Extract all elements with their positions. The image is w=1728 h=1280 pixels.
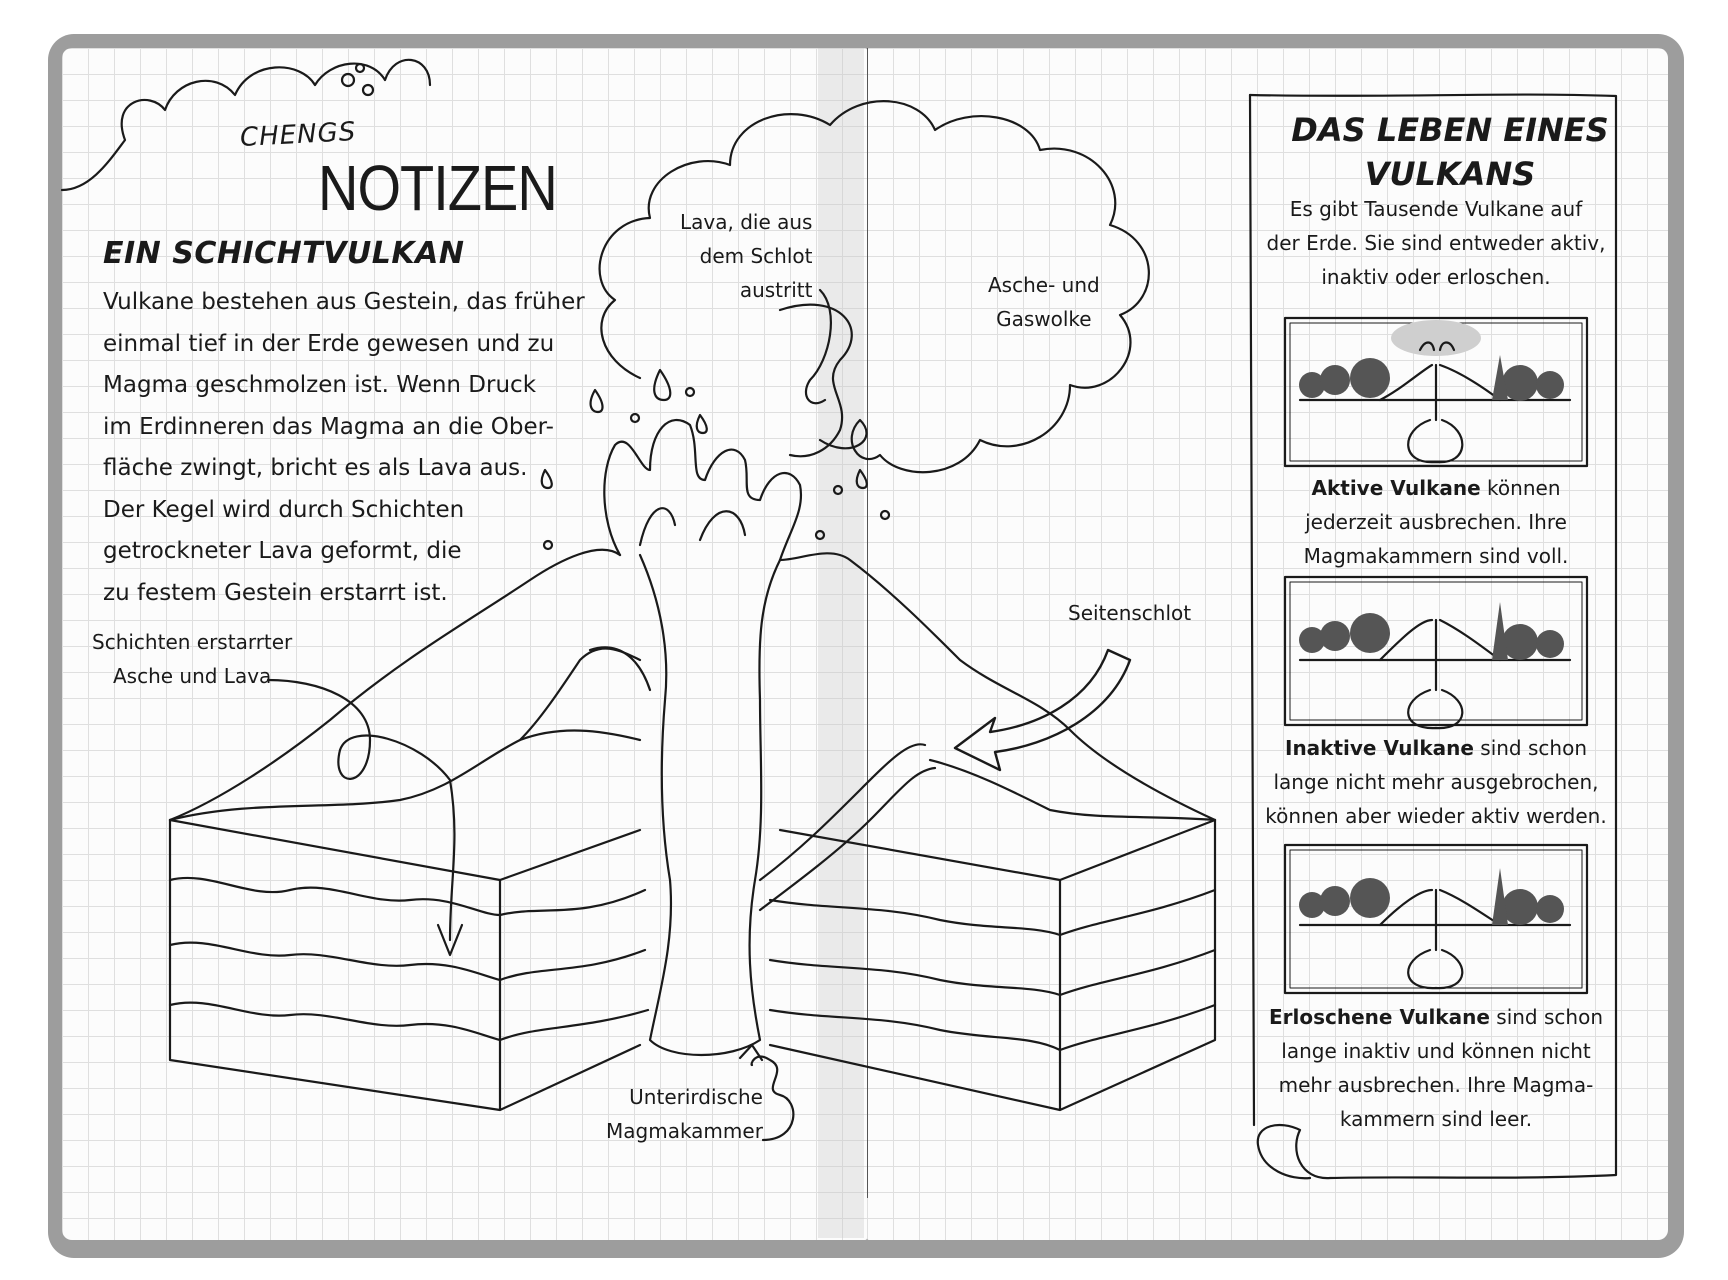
- cone-layer: [590, 647, 650, 690]
- sidebar-intro: [1236, 192, 1636, 294]
- side-vent-arrow: [955, 650, 1130, 770]
- lava-drop: [654, 370, 670, 400]
- main-vent: [640, 555, 780, 1055]
- rock-layer: [770, 900, 1060, 935]
- label-line: Lava, die aus: [680, 210, 813, 234]
- caption-line: lange inaktiv und können nicht: [1281, 1039, 1591, 1063]
- caption-rest: sind schon: [1489, 1005, 1603, 1029]
- cone-layer: [520, 648, 640, 740]
- notes-title: NOTIZEN: [318, 151, 557, 224]
- cloud-label: [988, 268, 1100, 336]
- label-line: Unterirdische: [629, 1085, 763, 1109]
- rock-layer: [1060, 890, 1215, 935]
- intro-paragraph: [103, 282, 585, 614]
- label-line: Asche- und: [988, 273, 1100, 297]
- rock-layer: [500, 950, 645, 980]
- caption-line: kammern sind leer.: [1339, 1107, 1533, 1131]
- lava-pointer: [780, 305, 852, 457]
- paragraph-line: zu festem Gestein erstarrt ist.: [103, 579, 448, 606]
- paragraph-line: getrockneter Lava geformt, die: [103, 538, 462, 564]
- inactive-volcano-caption: [1236, 731, 1636, 833]
- rock-layer: [1060, 1005, 1215, 1050]
- intro-line: der Erde. Sie sind entweder aktiv,: [1266, 231, 1606, 255]
- section-heading: EIN SCHICHTVULKAN: [103, 236, 465, 271]
- chamber-label: [606, 1080, 763, 1148]
- header-bubble: [342, 74, 354, 86]
- lava-drop: [881, 511, 889, 519]
- left-block-edge: [170, 820, 500, 880]
- rock-layer: [770, 1010, 1060, 1050]
- layers-label: [92, 625, 292, 693]
- active-volcano-scene: [1299, 320, 1570, 462]
- inactive-volcano-scene: [1299, 602, 1570, 728]
- lava-drop: [591, 390, 603, 412]
- intro-line: Es gibt Tausende Vulkane auf: [1289, 197, 1583, 221]
- caption-line: [1236, 731, 1636, 765]
- right-block: [770, 820, 1215, 1110]
- block-top-right: [930, 760, 1215, 820]
- rock-layer: [770, 960, 1060, 995]
- layers-pointer: [268, 680, 454, 940]
- extinct-volcano-caption: [1236, 1000, 1636, 1136]
- active-volcano-caption: [1236, 471, 1636, 573]
- paragraph-line: im Erdinneren das Magma an die Ober-: [103, 413, 554, 440]
- sidebar-title-line: VULKANS: [1364, 155, 1536, 193]
- extinct-volcano-scene: [1299, 868, 1570, 988]
- lava-label: [680, 205, 812, 307]
- label-line: Asche und Lava: [112, 664, 272, 688]
- caption-line: [1236, 1000, 1636, 1034]
- label-line: Magmakammer: [606, 1119, 763, 1143]
- caption-line: Magmakammern sind voll.: [1303, 544, 1569, 568]
- caption-rest: sind schon: [1473, 736, 1587, 760]
- caption-line: können aber wieder aktiv werden.: [1265, 804, 1607, 828]
- rock-layer: [170, 943, 500, 980]
- caption-line: [1236, 471, 1636, 505]
- header-bubble: [363, 85, 373, 95]
- lava-fountain: [604, 420, 801, 560]
- paragraph-line: fläche zwingt, bricht es als Lava aus.: [103, 455, 528, 481]
- lava-drop: [857, 470, 867, 488]
- caption-line: mehr ausbrechen. Ihre Magma-: [1278, 1073, 1594, 1097]
- sidebar-title-line: DAS LEBEN EINES: [1291, 111, 1609, 149]
- lava-drop: [631, 414, 639, 422]
- rock-layer: [1060, 950, 1215, 995]
- cheng-label: CHENGS: [239, 116, 357, 154]
- side-vent: [760, 744, 935, 910]
- lava-drop: [816, 531, 824, 539]
- header-bubble: [356, 64, 364, 72]
- rock-layer: [500, 1010, 648, 1040]
- lava-drop: [686, 388, 694, 396]
- caption-rest: können: [1480, 476, 1561, 500]
- caption-term: Aktive Vulkane: [1311, 476, 1481, 500]
- label-line: Gaswolke: [996, 307, 1092, 331]
- rock-layer: [170, 1003, 500, 1040]
- lava-drop: [834, 486, 842, 494]
- side-vent-label: Seitenschlot: [1068, 601, 1192, 625]
- intro-line: inaktiv oder erloschen.: [1321, 265, 1551, 289]
- lava-drop: [697, 415, 707, 433]
- caption-term: Erloschene Vulkane: [1269, 1005, 1490, 1029]
- label-line: Schichten erstarrter: [92, 630, 293, 654]
- paragraph-line: Vulkane bestehen aus Gestein, das früher: [103, 289, 585, 315]
- sidebar-title: [1250, 108, 1650, 196]
- label-line: austritt: [739, 278, 813, 302]
- label-line: dem Schlot: [699, 244, 813, 268]
- lava-fountain-inner: [640, 508, 745, 545]
- rock-layer: [500, 890, 645, 915]
- paragraph-line: Magma geschmolzen ist. Wenn Druck: [103, 372, 537, 398]
- caption-line: jederzeit ausbrechen. Ihre: [1305, 510, 1567, 534]
- caption-line: lange nicht mehr ausgebrochen,: [1273, 770, 1599, 794]
- paragraph-line: Der Kegel wird durch Schichten: [103, 496, 465, 523]
- caption-term: Inaktive Vulkane: [1285, 736, 1474, 760]
- paragraph-line: einmal tief in der Erde gewesen und zu: [103, 330, 555, 357]
